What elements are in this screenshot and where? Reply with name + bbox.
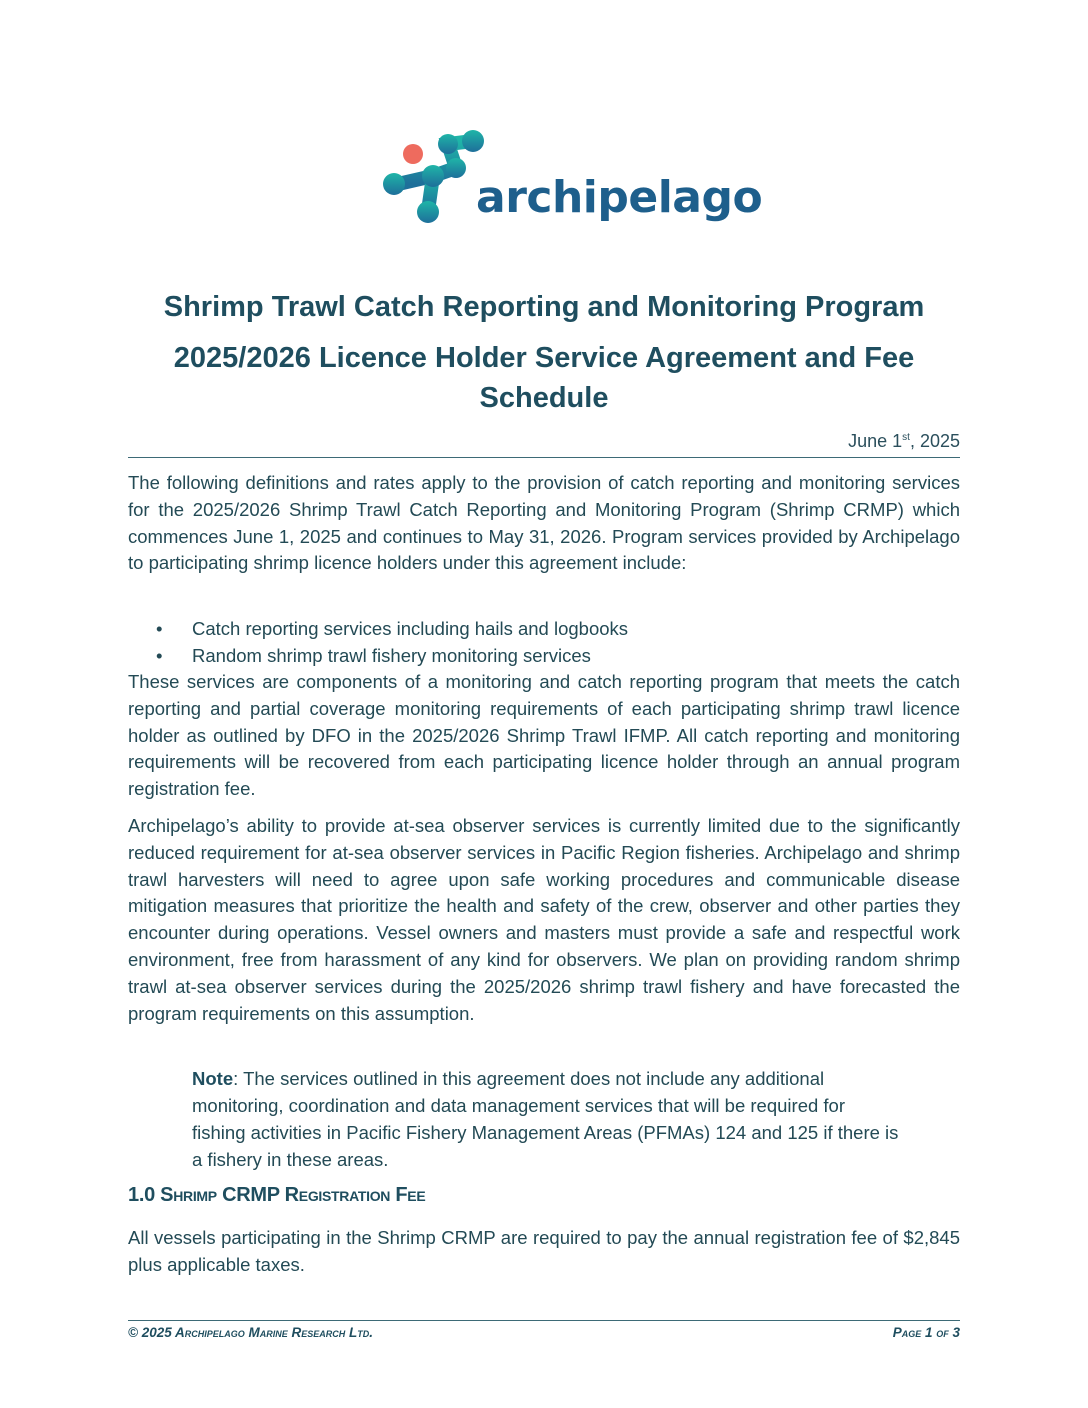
observer-paragraph: Archipelago’s ability to provide at-sea observer services is currently limited due to the significantly reduced requirement for at-sea observer services in Pacific Region fisheries. Archipelago and shrimp trawl harvesters will need to agree upon safe working procedures and communicable disease mitigation measures that prioritize the health and safety of the crew, observer and other parties they encounter during operations. Vessel owners and masters must provide a safe and respectful work environment, free from harassment of any kind for observers. We plan on providing random shrimp trawl at-sea observer services during the 2025/2026 shrimp trawl fishery and have forecasted the program requirements on this assumption.: [128, 815, 960, 1024]
document-title: [128, 287, 960, 327]
services-paragraph: These services are components of a monitoring and catch reporting program that meets the catch reporting and partial coverage monitoring requirements of each participating shrimp trawl licence holder as outlined by DFO in the 2025/2026 Shrimp Trawl IFMP. All catch reporting and monitoring requirements will be recovered from each participating licence holder through an annual program registration fee.: [128, 671, 960, 800]
logo-wordmark: archipelago: [476, 172, 763, 223]
note-label: Note: [192, 1068, 234, 1089]
list-item: • Catch reporting services including hails and logbooks: [156, 615, 628, 642]
registration-fee-paragraph: All vessels participating in the Shrimp CRMP are required to pay the annual registration fee of $2,845 plus applicable taxes.: [128, 1227, 960, 1275]
title-line-1: Shrimp Trawl Catch Reporting and Monitoring Program: [163, 291, 925, 323]
note-block: [192, 1065, 902, 1173]
document-date: June 1st, 2025: [848, 431, 960, 451]
header-divider: [128, 457, 960, 458]
services-list: [156, 615, 628, 669]
footer-page-number: Page 1 of 3: [892, 1325, 960, 1340]
title-line-2: 2025/2026 Licence Holder Service Agreement and Fee: [173, 342, 915, 374]
note-text: : The services outlined in this agreement does not include any additional monitoring, coordination and data management services that will be required for fishing activities in Pacific Fishery Management Areas (PFMAs) 124 and 125 if there is a fishery in these areas.: [192, 1068, 899, 1170]
footer-copyright: © 2025 Archipelago Marine Research Ltd.: [128, 1325, 373, 1340]
footer-divider: [128, 1320, 960, 1321]
document-subtitle: [128, 338, 960, 418]
archipelago-network-icon: [378, 126, 488, 226]
intro-paragraph: The following definitions and rates apply to the provision of catch reporting and monitoring services for the 2025/2026 Shrimp Trawl Catch Reporting and Monitoring Program (Shrimp CRMP) which commences June 1, 2025 and continues to May 31, 2026. Program services provided by Archipelago to participating shrimp licence holders under this agreement include:: [128, 472, 960, 574]
list-item: • Random shrimp trawl fishery monitoring services: [156, 642, 628, 669]
section-heading-registration-fee: 1.0 Shrimp CRMP Registration Fee: [128, 1184, 426, 1206]
title-line-3: Schedule: [479, 382, 609, 414]
archipelago-logo: [378, 126, 763, 226]
